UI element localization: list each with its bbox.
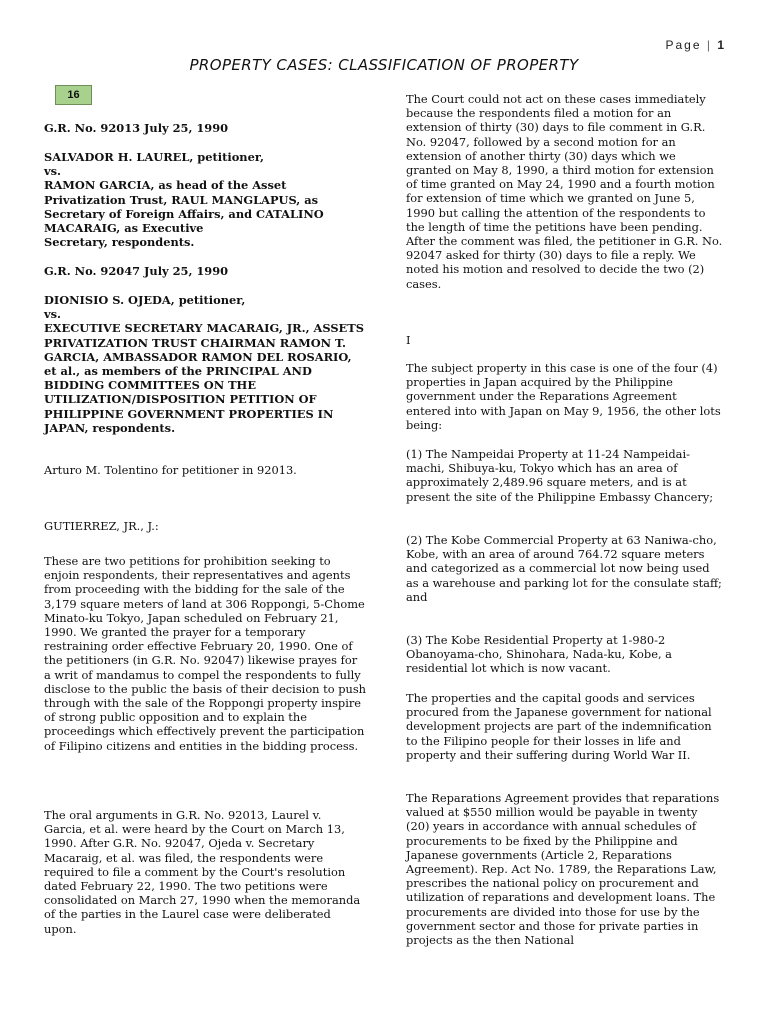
page-number-label — [665, 38, 724, 52]
page-separator: | — [706, 38, 712, 52]
document-title: PROPERTY CASES: CLASSIFICATION OF PROPERTY — [189, 56, 579, 74]
property-item-1: (1) The Nampeidai Property at 11-24 Nampeidai-machi, Shibuya-ku, Tokyo which has an area of approximately 2,489.96 square meters, and is at present the site of the Philippine Embassy Chancery; — [406, 447, 714, 504]
ponente: GUTIERREZ, JR., J.: — [44, 519, 159, 533]
right-paragraph-1: The Court could not act on these cases immediately because the respondents filed a motion for an extension of thirty (30) days to file comment in G.R. No. 92047, followed by a second motion for an extension of another thirty (30) days which we granted on May 8, 1990, a third motion for extension of time granted on May 24, 1990 and a fourth motion for extension of time which we granted on June 5, 1990 but calling the attention of the respondents to the length of time the petitions have been pending. After the comment was filed, the petitioner in G.R. No. 92047 asked for thirty (30) days to file a reply. We noted his motion and resolved to decide the two (2) cases. — [406, 92, 723, 291]
section-heading: I — [406, 333, 411, 347]
case2-parties: DIONISIO S. OJEDA, petitioner, vs. EXECUTIVE SECRETARY MACARAIG, JR., ASSETS PRIVATIZATION TRUST CHAIRMAN RAMON T. GARCIA, AMBASSADOR RAMON DEL ROSARIO, et al., as members of the PRINCIPAL AND BIDDING COMMITTEES ON THE UTILIZATION/DISPOSITION PETITION OF PHILIPPINE GOVERNMENT PROPERTIES IN JAPAN, respondents. — [44, 293, 364, 435]
case1-parties: SALVADOR H. LAUREL, petitioner, vs. RAMON GARCIA, as head of the Asset Privatization Trust, RAUL MANGLAPUS, as Secretary of Foreign Affairs, and CATALINO MACARAIG, as Executive Secretary, respondents. — [44, 150, 324, 250]
property-item-3: (3) The Kobe Residential Property at 1-980-2 Obanoyama-cho, Shinohara, Nada-ku, Kobe, a residential lot which is now vacant. — [406, 633, 672, 676]
property-item-2: (2) The Kobe Commercial Property at 63 Naniwa-cho, Kobe, with an area of around 764.72 square meters and categorized as a commercial lot now being used as a warehouse and parking lot for the consulate staff; and — [406, 533, 722, 604]
page-number: 1 — [717, 38, 724, 52]
left-paragraph-2: The oral arguments in G.R. No. 92013, Laurel v. Garcia, et al. were heard by the Court on March 13, 1990. After G.R. No. 92047, Ojeda v. Secretary Macaraig, et al. was filed, the respondents were required to file a comment by the Court's resolution dated February 22, 1990. The two petitions were consolidated on March 27, 1990 when the memoranda of the parties in the Laurel case were deliberated upon. — [44, 808, 361, 936]
right-paragraph-3: The properties and the capital goods and services procured from the Japanese government for national development projects are part of the indemnification to the Filipino people for their losses in life and property and their suffering during World War II. — [406, 691, 712, 762]
right-paragraph-4: The Reparations Agreement provides that reparations valued at $550 million would be payable in twenty (20) years in accordance with annual schedules of procurements to be fixed by the Philippine and Japanese governments (Article 2, Reparations Agreement). Rep. Act No. 1789, the Reparations Law, prescribes the national policy on procurement and utilization of reparations and development loans. The procurements are divided into those for use by the government sector and those for private parties in projects as the then National — [406, 791, 720, 948]
case-number-badge: 16 — [55, 85, 92, 105]
right-paragraph-2: The subject property in this case is one of the four (4) properties in Japan acquired by the Philippine government under the Reparations Agreement entered into with Japan on May 9, 1956, the other lots being: — [406, 361, 721, 432]
counsel-line: Arturo M. Tolentino for petitioner in 92013. — [44, 463, 297, 477]
left-paragraph-1: These are two petitions for prohibition seeking to enjoin respondents, their representatives and agents from proceeding with the bidding for the sale of the 3,179 square meters of land at 306 Roppongi, 5-Chome Minato-ku Tokyo, Japan scheduled on February 21, 1990. We granted the prayer for a temporary restraining order effective February 20, 1990. One of the petitioners (in G.R. No. 92047) likewise prayes for a writ of mandamus to compel the respondents to fully disclose to the public the basis of their decision to push through with the sale of the Roppongi property inspire of strong public opposition and to explain the proceedings which effectively prevent the participation of Filipino citizens and entities in the bidding process. — [44, 554, 366, 753]
page-word: Page — [665, 38, 702, 52]
case2-number: G.R. No. 92047 July 25, 1990 — [44, 264, 229, 278]
case1-number: G.R. No. 92013 July 25, 1990 — [44, 121, 229, 135]
